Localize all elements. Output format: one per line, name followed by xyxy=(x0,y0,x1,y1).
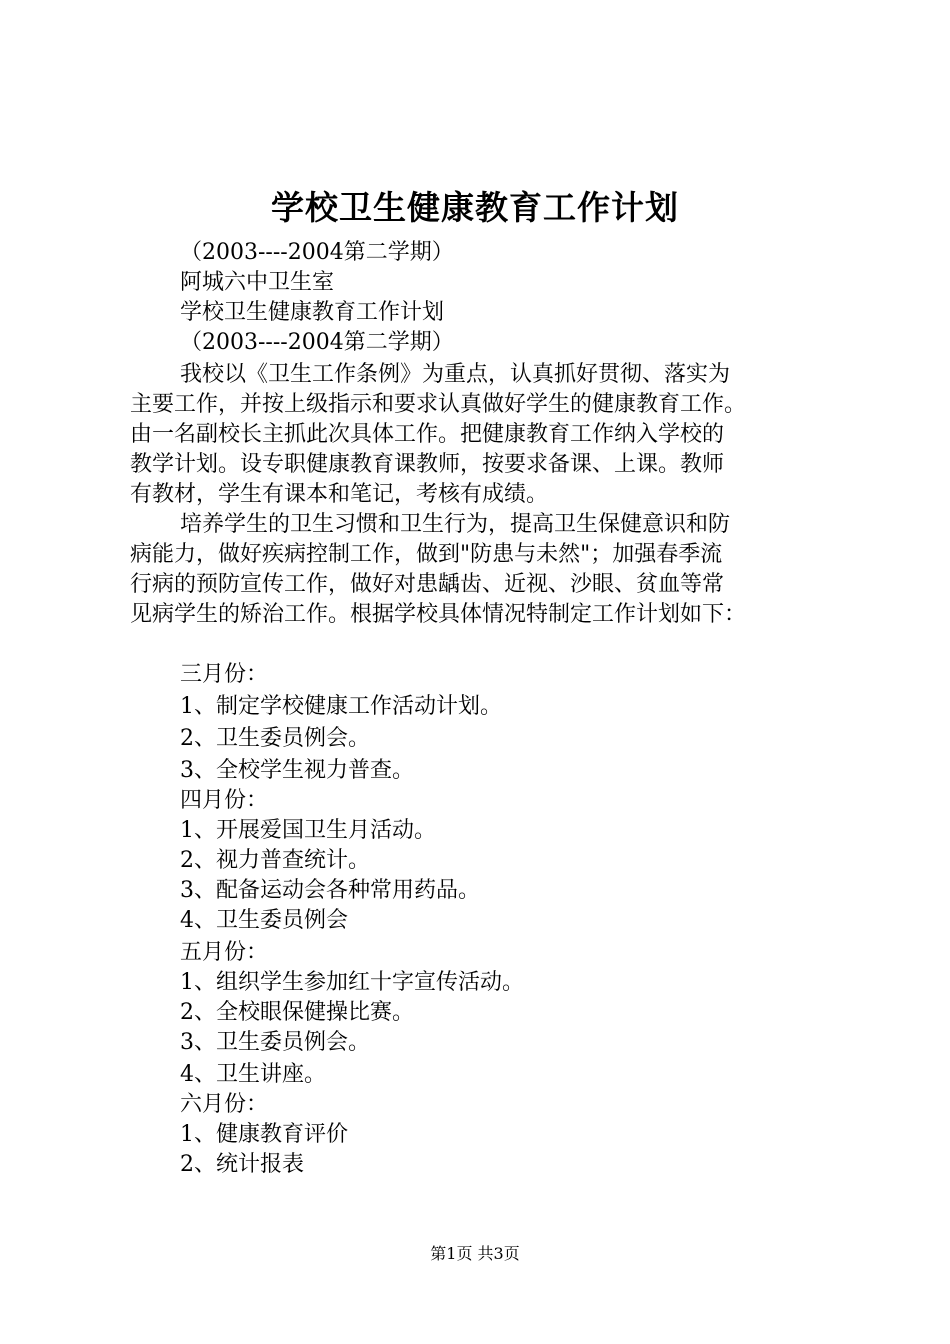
paragraph1-line: 由一名副校长主抓此次具体工作。把健康教育工作纳入学校的 xyxy=(130,422,725,447)
schedule-item: 1、组织学生参加红十字宣传活动。 xyxy=(180,970,524,995)
schedule-item: 1、开展爱国卫生月活动。 xyxy=(180,818,436,843)
paragraph1-line: 我校以《卫生工作条例》为重点，认真抓好贯彻、落实为 xyxy=(180,362,731,387)
month-heading-may: 五月份： xyxy=(180,940,269,965)
schedule-item: 3、卫生委员例会。 xyxy=(180,1030,370,1055)
schedule-item: 4、卫生委员例会 xyxy=(180,908,348,933)
document-title: 学校卫生健康教育工作计划 xyxy=(271,188,679,227)
schedule-item: 1、制定学校健康工作活动计划。 xyxy=(180,694,502,719)
schedule-item: 2、全校眼保健操比赛。 xyxy=(180,1000,414,1025)
semester-line-repeat: （2003----2004第二学期） xyxy=(180,330,454,355)
paragraph1-line: 有教材，学生有课本和笔记，考核有成绩。 xyxy=(130,482,549,507)
paragraph1-line: 主要工作，并按上级指示和要求认真做好学生的健康教育工作。 xyxy=(130,392,747,417)
paragraph2-line: 行病的预防宣传工作，做好对患龋齿、近视、沙眼、贫血等常 xyxy=(130,572,725,597)
paragraph1-line: 教学计划。设专职健康教育课教师，按要求备课、上课。教师 xyxy=(130,452,725,477)
paragraph2-line: 见病学生的矫治工作。根据学校具体情况特制定工作计划如下： xyxy=(130,602,747,627)
schedule-item: 3、配备运动会各种常用药品。 xyxy=(180,878,480,903)
paragraph2-line: 病能力，做好疾病控制工作，做到"防患与未然"；加强春季流 xyxy=(130,542,723,567)
schedule-item: 3、全校学生视力普查。 xyxy=(180,758,414,783)
paragraph2-line: 培养学生的卫生习惯和卫生行为，提高卫生保健意识和防 xyxy=(180,512,731,537)
month-heading-june: 六月份： xyxy=(180,1092,269,1117)
schedule-item: 1、健康教育评价 xyxy=(180,1122,348,1147)
page-number: 第1页 共3页 xyxy=(430,1244,520,1263)
schedule-item: 4、卫生讲座。 xyxy=(180,1062,326,1087)
schedule-item: 2、视力普查统计。 xyxy=(180,848,370,873)
month-heading-march: 三月份： xyxy=(180,662,269,687)
schedule-item: 2、卫生委员例会。 xyxy=(180,726,370,751)
semester-line: （2003----2004第二学期） xyxy=(180,240,454,265)
office-name: 阿城六中卫生室 xyxy=(180,270,335,295)
schedule-item: 2、统计报表 xyxy=(180,1152,304,1177)
month-heading-april: 四月份： xyxy=(180,788,269,813)
plan-subtitle: 学校卫生健康教育工作计划 xyxy=(180,300,445,325)
